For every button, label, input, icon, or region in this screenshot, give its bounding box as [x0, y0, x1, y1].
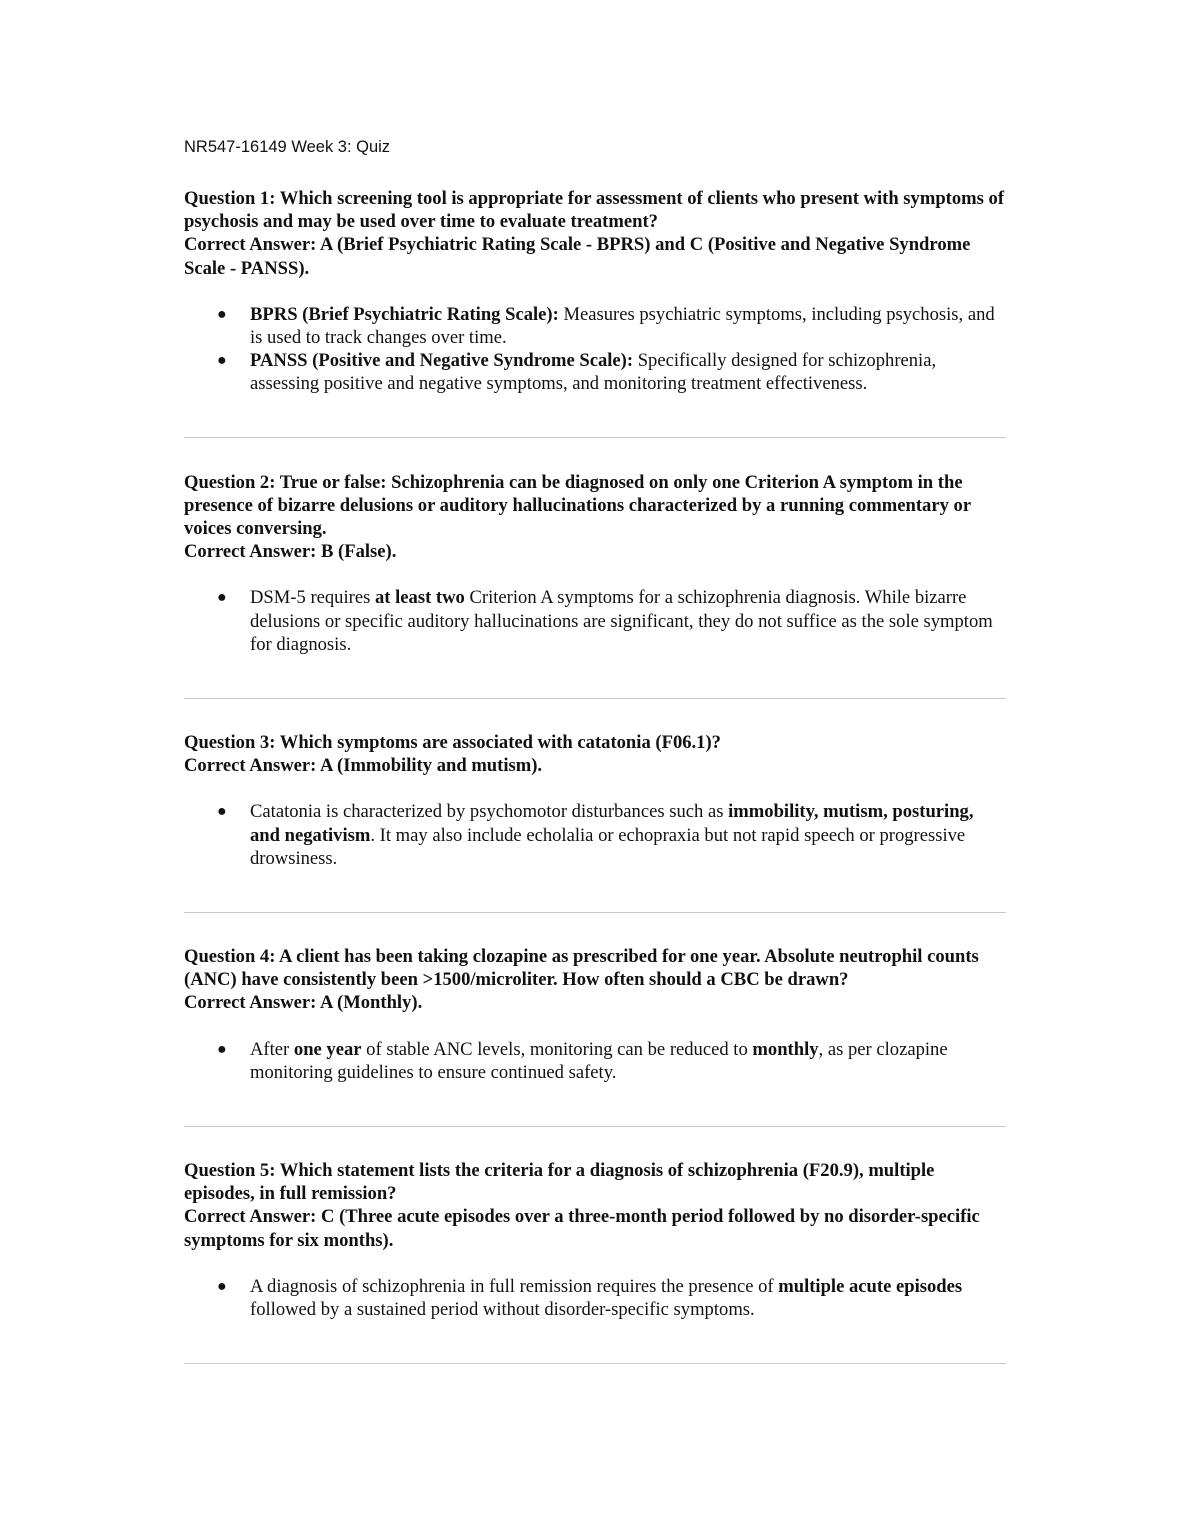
bullet-text: of stable ANC levels, monitoring can be reduced to: [361, 1038, 753, 1060]
bullet-text: Criterion A symptoms for a schizophrenia diagnosis. While bizarre delusions or specific auditory hallucinations are significant, they do not suffice as the sole symptom for diagnosis.: [250, 587, 993, 655]
bullet-text: , as per clozapine monitoring guidelines to ensure continued safety.: [250, 1038, 948, 1083]
bullet-text: A diagnosis of schizophrenia in full remission requires the presence of: [250, 1275, 779, 1297]
bullet-emphasis: one year: [293, 1038, 362, 1060]
question-5: [184, 1159, 1006, 1321]
question-3-answer: Correct Answer: A (Immobility and mutism).: [184, 755, 543, 777]
list-item: [184, 349, 1006, 395]
question-3: [184, 731, 1006, 870]
bullet-icon: ●: [217, 305, 227, 323]
bullet-icon: ●: [217, 803, 227, 821]
section-divider: [184, 912, 1006, 913]
bullet-text: After: [250, 1038, 294, 1060]
document-page: [184, 136, 1006, 1364]
question-4-text: Question 4: A client has been taking clozapine as prescribed for one year. Absolute neutrophil counts (ANC) have consistently been >1500/microliter. How often should a CBC be drawn?: [184, 946, 979, 991]
question-2-text: Question 2: True or false: Schizophrenia can be diagnosed on only one Criterion A symptom in the presence of bizarre delusions or auditory hallucinations characterized by a running commentary or voices conversing.: [184, 471, 971, 540]
bullet-icon: ●: [217, 1277, 227, 1295]
section-divider: [184, 1126, 1006, 1127]
bullet-text: followed by a sustained period without disorder-specific symptoms.: [250, 1299, 755, 1321]
list-item: [184, 1275, 1006, 1321]
question-2: [184, 471, 1006, 656]
question-3-text: Question 3: Which symptoms are associated with catatonia (F06.1)?: [184, 732, 721, 754]
question-4-explanation-list: [184, 1038, 1006, 1084]
question-4-answer: Correct Answer: A (Monthly).: [184, 992, 423, 1014]
question-1-text: Question 1: Which screening tool is appropriate for assessment of clients who present with symptoms of psychosis and may be used over time to evaluate treatment?: [184, 188, 1005, 233]
bullet-icon: ●: [217, 352, 227, 370]
question-1: [184, 187, 1006, 396]
section-divider: [184, 698, 1006, 699]
section-divider: [184, 437, 1006, 438]
document-title: NR547-16149 Week 3: Quiz: [184, 138, 391, 156]
question-1-answer: Correct Answer: A (Brief Psychiatric Rating Scale - BPRS) and C (Positive and Negative Syndrome Scale - PANSS).: [184, 234, 971, 279]
bullet-text: Measures psychiatric symptoms, including psychosis, and is used to track changes over time.: [250, 303, 995, 349]
question-5-explanation-list: [184, 1275, 1006, 1321]
question-4: [184, 945, 1006, 1084]
list-item: [184, 800, 1006, 870]
bullet-text: DSM-5 requires: [250, 587, 375, 609]
question-2-explanation-list: [184, 586, 1006, 656]
list-item: [184, 1038, 1006, 1084]
question-1-explanation-list: [184, 303, 1006, 396]
section-divider: [184, 1363, 1006, 1364]
bullet-icon: ●: [217, 1040, 227, 1058]
bullet-emphasis: multiple acute episodes: [778, 1275, 963, 1297]
question-5-answer: Correct Answer: C (Three acute episodes over a three-month period followed by no disorder-specific symptoms for six months).: [184, 1206, 980, 1251]
bullet-text: . It may also include echolalia or echopraxia but not rapid speech or progressive drowsiness.: [250, 824, 966, 869]
bullet-text: Catatonia is characterized by psychomotor disturbances such as: [250, 801, 729, 823]
question-2-answer: Correct Answer: B (False).: [184, 541, 397, 563]
bullet-icon: ●: [217, 589, 227, 607]
bullet-emphasis: immobility, mutism, posturing, and negativism: [250, 801, 974, 846]
bullet-text: Specifically designed for schizophrenia, assessing positive and negative symptoms, and monitoring treatment effectiveness.: [250, 350, 937, 395]
bullet-term: PANSS (Positive and Negative Syndrome Scale):: [250, 350, 634, 372]
bullet-emphasis: monthly: [752, 1038, 819, 1060]
bullet-term: BPRS (Brief Psychiatric Rating Scale):: [250, 303, 559, 325]
bullet-emphasis: at least two: [374, 587, 465, 609]
list-item: [184, 303, 1006, 349]
list-item: [184, 586, 1006, 656]
question-5-text: Question 5: Which statement lists the criteria for a diagnosis of schizophrenia (F20.9), multiple episodes, in full remission?: [184, 1160, 935, 1205]
question-3-explanation-list: [184, 800, 1006, 870]
